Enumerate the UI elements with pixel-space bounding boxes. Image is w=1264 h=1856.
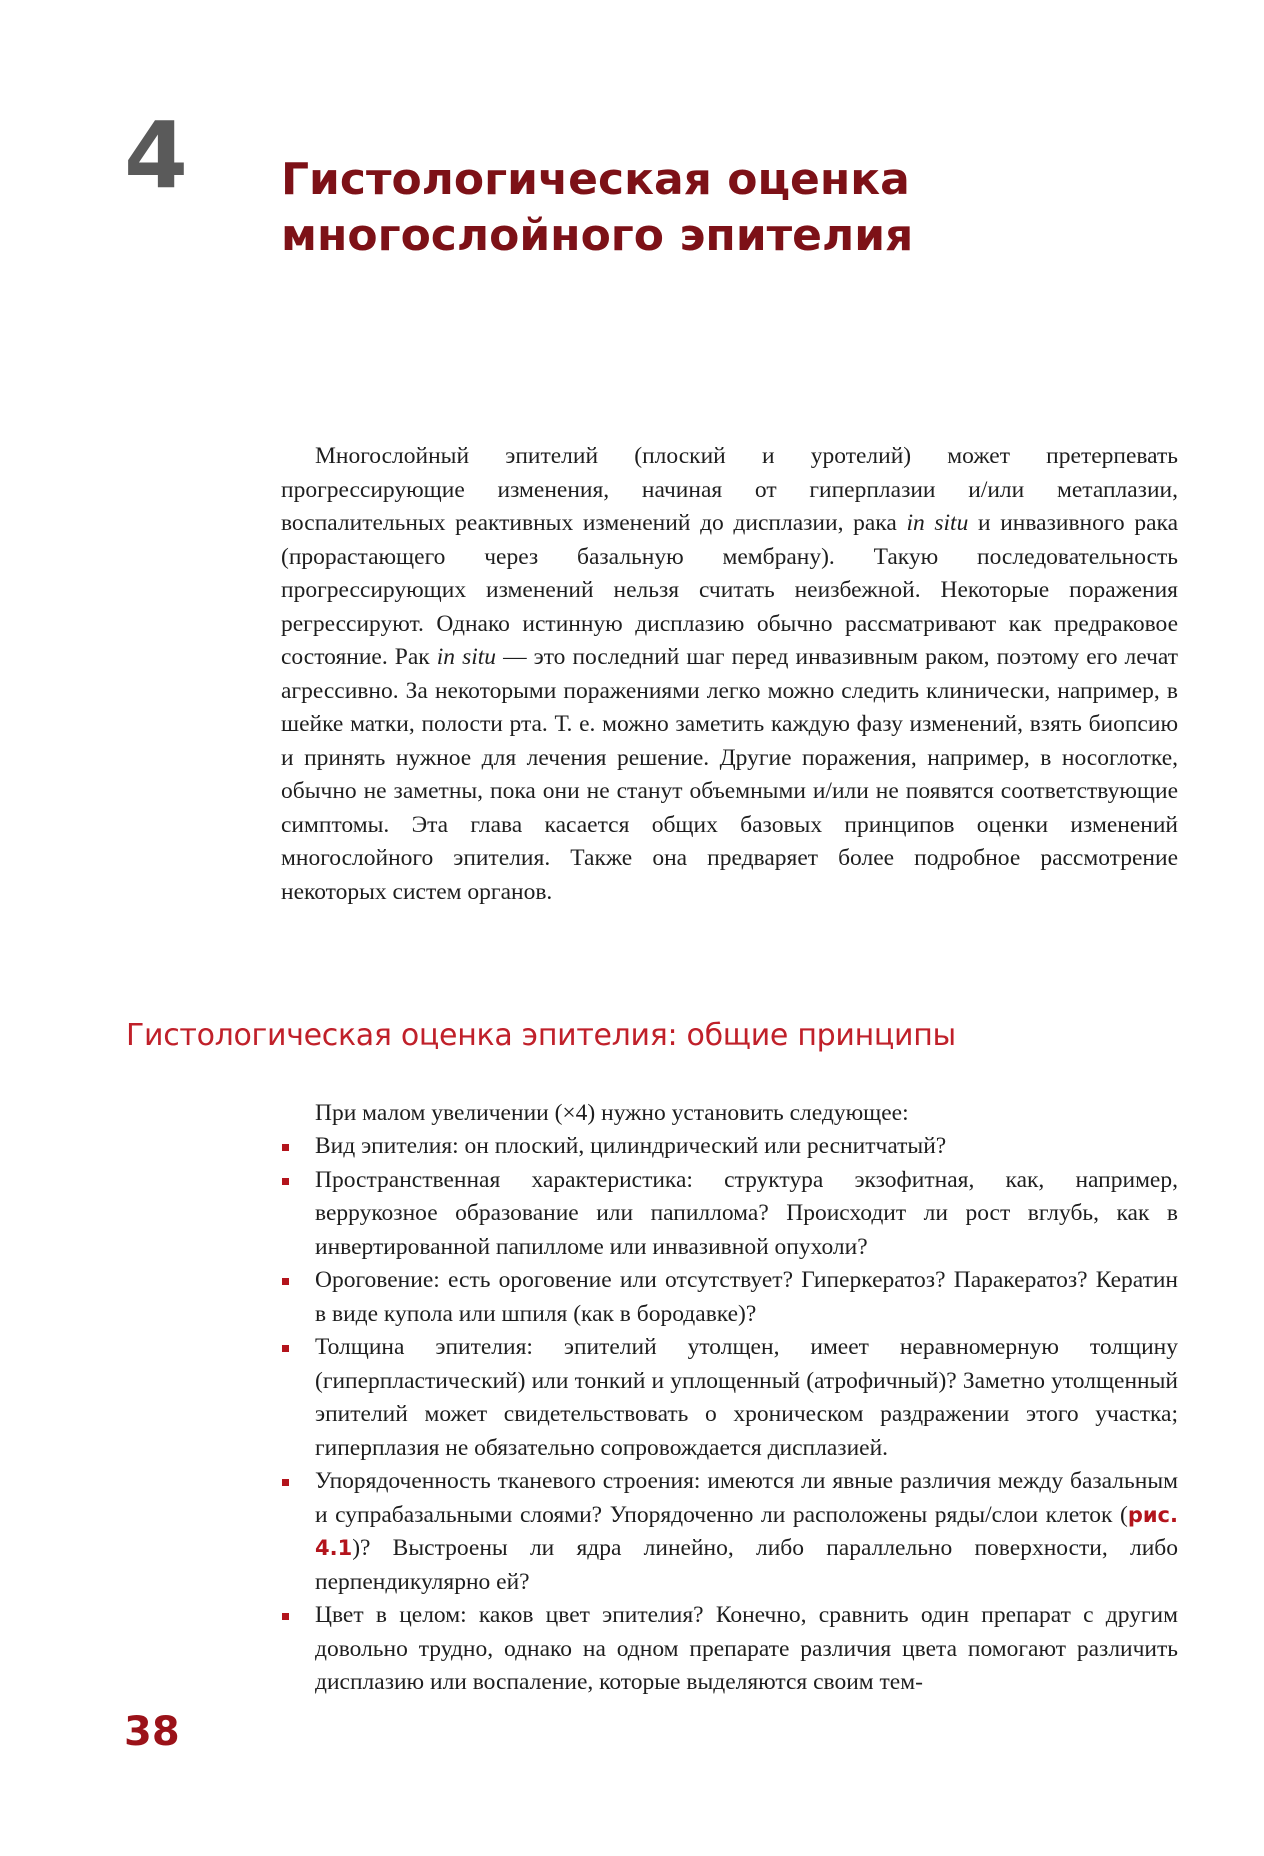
list-item-text: Упорядоченность тканевого строения: имеются ли явные различия между базальным и супрабазальными слоями? Упорядоченно ли расположены ряды/слои клеток (: [315, 1468, 1178, 1528]
list-item-text: Толщина эпителия: эпителий утолщен, имеет неравномерную толщину (гиперпластический) или тонкий и уплощенный (атрофичный)? Заметно утолщенный эпителий может свидетельствовать о хроническом раздражении этого участка; гиперплазия не обязательно сопровождается дисплазией.: [315, 1334, 1178, 1461]
figure-reference-link[interactable]: рис. 4.1: [315, 1502, 1178, 1560]
section-lead: При малом увеличении (×4) нужно установить следующее:: [315, 1100, 909, 1126]
list-item-text: Пространственная характеристика: структура экзофитная, как, например, веррукозное образование или папиллома? Происходит ли рост вглубь, как в инвертированной папилломе или инвазивной опухоли?: [315, 1166, 1178, 1260]
list-item: [281, 1130, 1178, 1164]
intro-italic-2: in situ: [436, 644, 497, 670]
intro-paragraph: [281, 440, 1178, 909]
list-item-text-tail: )? Выстроены ли ядра линейно, либо параллельно поверхности, либо перпендикулярно ей?: [315, 1535, 1178, 1595]
section-heading: Гистологическая оценка эпителия: общие принципы: [126, 1018, 956, 1053]
bullet-marker: [282, 1479, 289, 1486]
intro-text-2: и инвазивного рака (прорастающего через базальную мембрану). Такую последовательность прогрессирующих изменений нельзя считать неизбежной. Некоторые поражения регрессируют. Однако истинную дисплазию обычно рассматривают как предраковое состояние. Рак: [281, 510, 1178, 670]
bullet-marker: [282, 1345, 289, 1352]
chapter-title-line-1: Гистологическая оценка: [281, 154, 910, 205]
chapter-title: [281, 152, 1181, 264]
list-item: [281, 1164, 1178, 1265]
list-item-text: Вид эпителия: он плоский, цилиндрический или реснитчатый?: [315, 1133, 947, 1159]
bullet-marker: [282, 1144, 289, 1151]
bullet-marker: [282, 1613, 289, 1620]
list-item: [281, 1599, 1178, 1700]
list-item-text: Цвет в целом: каков цвет эпителия? Конечно, сравнить один препарат с другим довольно трудно, однако на одном препарате различия цвета помогают различить дисплазию или воспаление, которые выделяются своим тем-: [315, 1602, 1178, 1695]
intro-italic-1: in situ: [906, 510, 969, 536]
list-item: [281, 1264, 1178, 1331]
bullet-marker: [282, 1278, 289, 1285]
intro-text-1: Многослойный эпителий (плоский и уротелий) может претерпевать прогрессирующие изменения, начиная от гиперплазии и/или метаплазии, воспалительных реактивных изменений до дисплазии, рака: [281, 443, 1178, 536]
criteria-list: [281, 1130, 1178, 1700]
chapter-number: 4: [124, 102, 189, 209]
list-item: [281, 1465, 1178, 1599]
bullet-marker: [282, 1178, 289, 1185]
intro-text-3: — это последний шаг перед инвазивным раком, поэтому его лечат агрессивно. За некоторыми поражениями легко можно следить клинически, например, в шейке матки, полости рта. Т. е. можно заметить каждую фазу изменений, взять биопсию и принять нужное для лечения решение. Другие поражения, например, в носоглотке, обычно не заметны, пока они не станут объемными и/или не появятся соответствующие симптомы. Эта глава касается общих базовых принципов оценки изменений многослойного эпителия. Также она предваряет более подробное рассмотрение некоторых систем органов.: [281, 644, 1178, 905]
list-item-text: Ороговение: есть ороговение или отсутствует? Гиперкератоз? Паракератоз? Кератин в виде купола или шпиля (как в бородавке)?: [315, 1267, 1178, 1327]
page-number: 38: [124, 1709, 180, 1755]
list-item: [281, 1331, 1178, 1465]
chapter-title-line-2: многослойного эпителия: [281, 210, 914, 261]
